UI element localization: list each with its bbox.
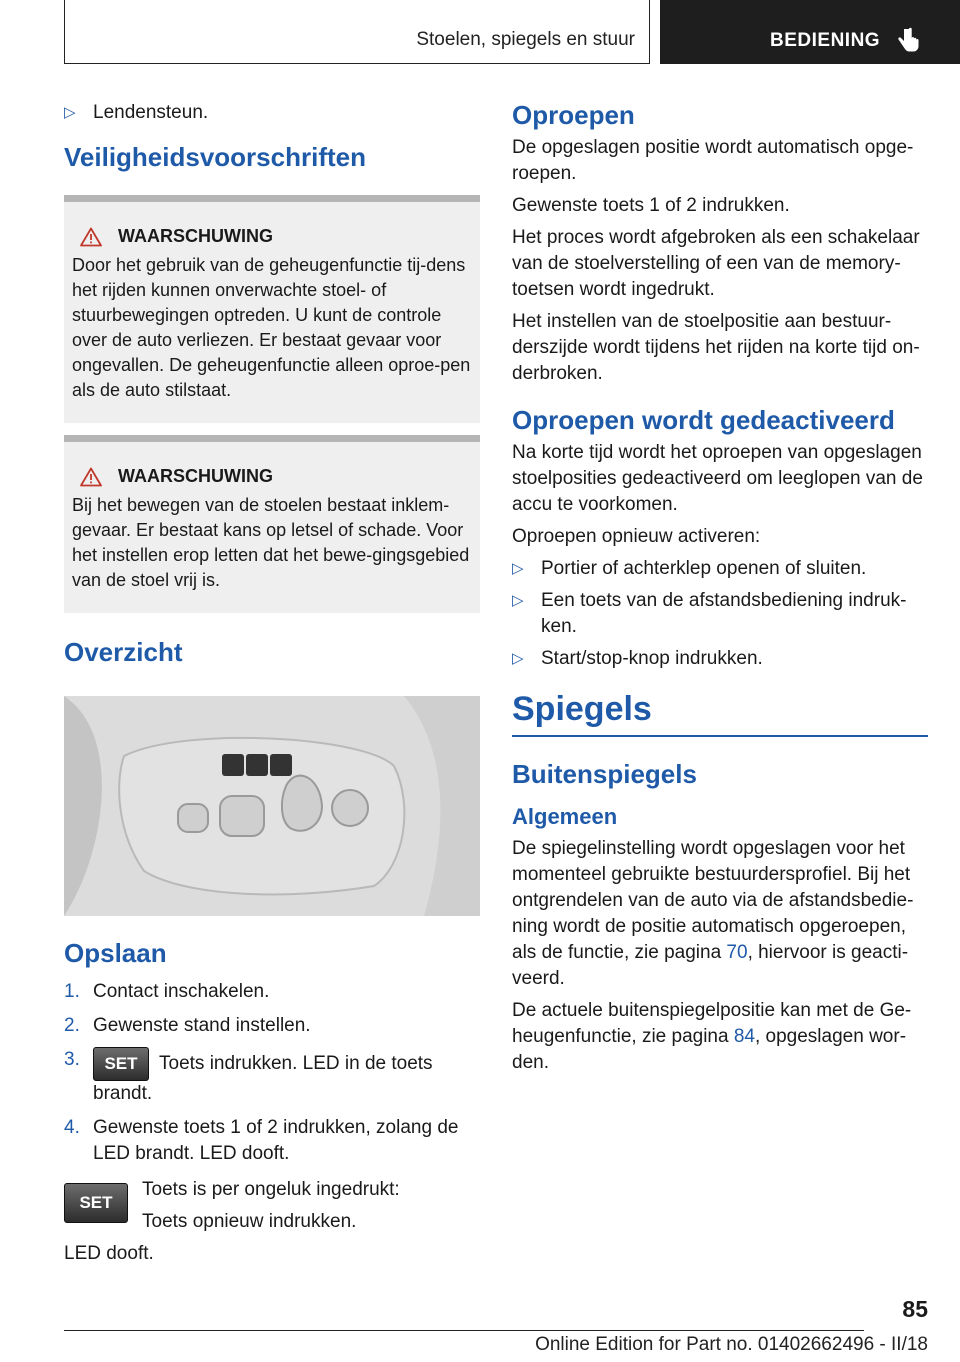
left-column: ▷ Lendensteun. Veiligheidsvoorschriften WAARSCHUWING Door het gebruik van de geheugenfunctie tij-dens het rijden kunnen onverwachte stoel- of stuurbewegingen optreden. U kunt de controle over de auto verliezen. Er bestaat gevaar voor ongevallen. De geheugenfunctie alleen oproe-pen als de auto stilstaat. WAARSCHUWING Bij het bewegen van de stoelen bestaat inklem-gevaar. Er bestaat kans op letsel of schade. Voor het instellen erop letten dat het bewe-gingsgebied van de stoel vrij is. Overzicht Opslaan 1. Contact inschakelen. 2. Gewenste stand instellen. 3. SET Toets indrukken. LED in de toets brandt. 4. Gewenste toets 1 of 2 indrukken, zolang de LED brandt. LED dooft. SET Toets is per ongeluk ingedrukt: Toets opnieuw indrukken. LED dooft. — [64, 100, 480, 1273]
deactivated-heading: Oproepen wordt gedeactiveerd — [512, 405, 895, 435]
save-heading: Opslaan — [64, 938, 167, 968]
section-title: BEDIENING — [770, 30, 881, 51]
list-item: 4. Gewenste toets 1 of 2 indrukken, zolang de LED brandt. LED dooft. — [64, 1117, 459, 1164]
bullet-triangle-icon: ▷ — [512, 650, 524, 667]
page-link-84[interactable]: 84 — [733, 1026, 755, 1047]
seat-controls-photo — [64, 696, 480, 916]
warning-text: Door het gebruik van de geheugenfunctie tij-dens het rijden kunnen onverwachte stoel- of stuurbewegingen optreden. U kunt de controle over de auto verliezen. Er bestaat gevaar voor ongevallen. De geheugenfunctie alleen oproe-pen als de auto stilstaat. — [72, 255, 471, 400]
right-column: Oproepen De opgeslagen positie wordt automatisch opge-roepen. Gewenste toets 1 of 2 indrukken. Het proces wordt afgebroken als een schakelaar van de stoelverstelling of een van de memory-toetsen wordt ingedrukt. Het instellen van de stoelpositie aan bestuur-derszijde wordt tijdens het rijden na korte tijd on-derbroken. Oproepen wordt gedeactiveerd Na korte tijd wordt het oproepen van opgeslagen stoelposities gedeactiveerd om leeglopen van de accu te voorkomen. Oproepen opnieuw activeren: ▷ Portier of achterklep openen of sluiten. ▷ Een toets van de afstandsbediening indruk-ken. ▷ Start/stop-knop indrukken. Spiegels Buitenspiegels Algemeen De spiegelinstelling wordt opgeslagen voor het momenteel gebruikte bestuurdersprofiel. Bij het ontgrendelen van de auto via de afstandsbedie-ning wordt de positie automatisch opgeroepen, als de functie, zie pagina 70, hiervoor is geacti-veerd. De actuele buitenspiegelpositie kan met de Ge-heugenfunctie, zie pagina 84, opgeslagen wor-den. — [512, 100, 928, 1082]
set-button-icon: SET — [93, 1047, 149, 1081]
bullet-triangle-icon: ▷ — [512, 592, 524, 609]
warning-text: Bij het bewegen van de stoelen bestaat inklem-gevaar. Er bestaat kans op letsel of schade. Voor het instellen erop letten dat het bewe-gingsgebied van de stoel vrij is. — [72, 495, 470, 590]
list-item: 3. SET Toets indrukken. LED in de toets brandt. — [64, 1049, 433, 1104]
set-button-icon: SET — [64, 1183, 128, 1223]
list-item: ▷ Lendensteun. — [64, 100, 480, 126]
list-item: ▷ Start/stop-knop indrukken. — [512, 646, 928, 672]
recall-heading: Oproepen — [512, 100, 635, 130]
page-number: 85 — [902, 1296, 928, 1322]
warning-triangle-icon — [80, 467, 102, 487]
running-header-section — [660, 0, 960, 64]
safety-heading: Veiligheidsvoorschriften — [64, 142, 366, 172]
pointing-hand-icon — [896, 27, 920, 55]
general-heading: Algemeen — [512, 804, 618, 829]
running-header-chapter — [64, 0, 650, 64]
bullet-triangle-icon: ▷ — [64, 104, 76, 121]
warning-box — [64, 195, 480, 423]
seat-control-panel-image — [64, 696, 480, 916]
general-paragraph: De spiegelinstelling wordt opgeslagen voor het momenteel gebruikte bestuurdersprofiel. Bij het ontgrendelen van de auto via de afstandsbedie-ning wordt de positie automatisch opgeroepen, als de functie, zie pagina 70, hiervoor is geacti-veerd. — [512, 838, 914, 989]
page-link-70[interactable]: 70 — [726, 942, 748, 963]
bullet-triangle-icon: ▷ — [512, 560, 524, 577]
list-item: 1. Contact inschakelen. — [64, 981, 270, 1002]
list-item: ▷ Portier of achterklep openen of sluiten. — [512, 556, 928, 582]
list-item: ▷ Een toets van de afstandsbediening indruk-ken. — [512, 590, 907, 637]
general-paragraph: De actuele buitenspiegelpositie kan met de Ge-heugenfunctie, zie pagina 84, opgeslagen wor-den. — [512, 1000, 912, 1073]
warning-title: WAARSCHUWING — [118, 466, 273, 486]
footer-divider — [64, 1330, 864, 1331]
overview-heading: Overzicht — [64, 637, 183, 667]
chapter-title: Stoelen, spiegels en stuur — [416, 29, 635, 50]
warning-triangle-icon — [80, 227, 102, 247]
warning-box — [64, 435, 480, 613]
mirrors-heading: Spiegels — [512, 690, 928, 737]
warning-title: WAARSCHUWING — [118, 226, 273, 246]
note-block: SET Toets is per ongeluk ingedrukt: Toets opnieuw indrukken. — [64, 1177, 480, 1241]
edition-text: Online Edition for Part no. 01402662496 - II/18 — [535, 1334, 928, 1355]
outside-mirrors-heading: Buitenspiegels — [512, 759, 697, 789]
list-item: 2. Gewenste stand instellen. — [64, 1015, 311, 1036]
